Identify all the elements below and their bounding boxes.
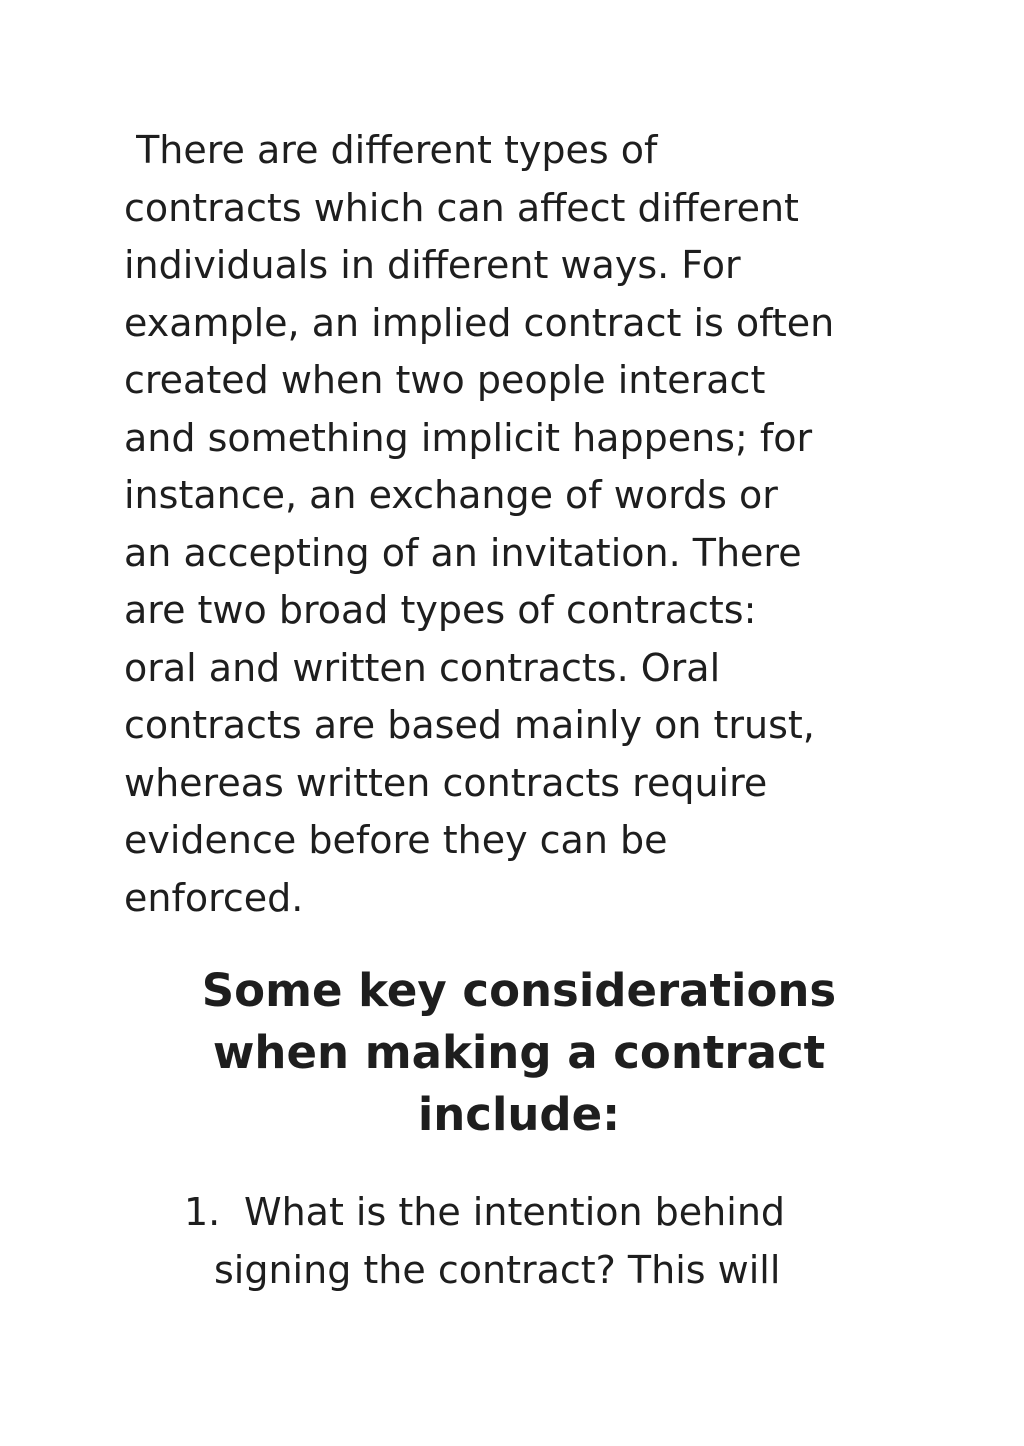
paragraph-line: and something implicit happens; for bbox=[124, 415, 813, 460]
paragraph-line: an accepting of an invitation. There bbox=[124, 530, 802, 575]
list-item-number: 1. bbox=[184, 1190, 221, 1234]
section-heading bbox=[0, 960, 1024, 1146]
paragraph-line: example, an implied contract is often bbox=[124, 300, 835, 345]
paragraph-line: enforced. bbox=[124, 875, 304, 920]
intro-paragraph bbox=[124, 122, 924, 927]
paragraph-line: There are different types of bbox=[124, 128, 658, 172]
paragraph-line: evidence before they can be bbox=[124, 818, 668, 862]
paragraph-line: are two broad types of contracts: bbox=[124, 588, 757, 632]
paragraph-line: whereas written contracts require bbox=[124, 760, 768, 805]
list-item-text bbox=[184, 1190, 924, 1299]
considerations-list bbox=[184, 1184, 924, 1299]
list-item bbox=[184, 1184, 924, 1299]
heading-line: include: bbox=[417, 1088, 621, 1141]
list-item-line: What is the intention behind bbox=[244, 1190, 786, 1234]
list-item-line: signing the contract? This will bbox=[214, 1247, 781, 1292]
paragraph-line: contracts are based mainly on trust, bbox=[124, 703, 815, 747]
paragraph-line: created when two people interact bbox=[124, 358, 766, 402]
paragraph-line: contracts which can affect different bbox=[124, 185, 799, 230]
heading-line: when making a contract bbox=[212, 1026, 826, 1079]
heading-line: Some key considerations bbox=[201, 964, 837, 1017]
paragraph-line: individuals in different ways. For bbox=[124, 243, 741, 287]
paragraph-line: oral and written contracts. Oral bbox=[124, 645, 721, 690]
paragraph-line: instance, an exchange of words or bbox=[124, 473, 778, 517]
